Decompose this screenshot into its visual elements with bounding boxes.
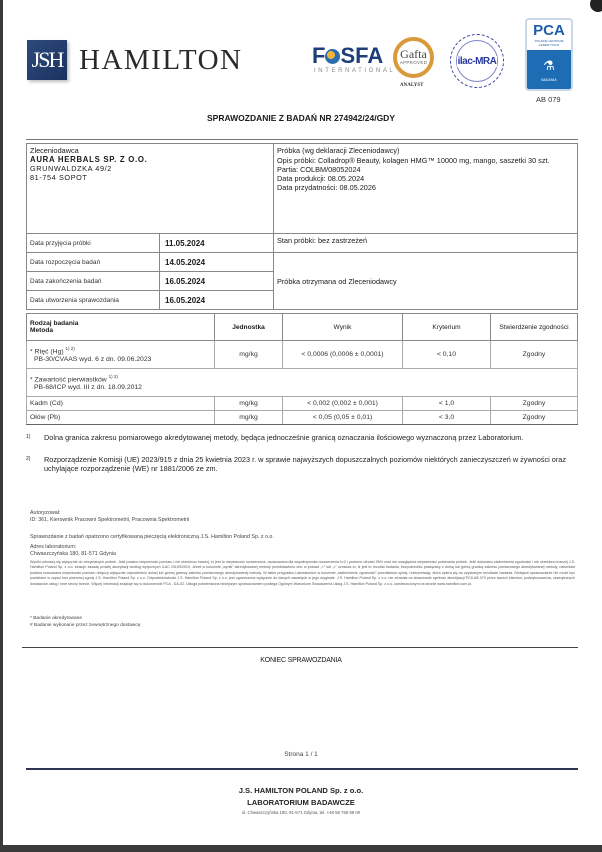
accreditation-code: AB 079 <box>536 95 561 104</box>
footnote <box>26 433 578 442</box>
gafta-subtitle: APPROVED <box>399 60 428 65</box>
table-row <box>27 369 578 397</box>
sample-expiry-date: Data przydatności: 08.05.2026 <box>277 183 376 192</box>
compliance-cell: Zgodny <box>491 411 578 425</box>
footer-lab: LABORATORIUM BADAWCZE <box>247 798 355 807</box>
sample-label: Próbka (wg deklaracji Zleceniodawcy) <box>277 146 400 155</box>
date-value: 16.05.2024 <box>160 291 274 310</box>
footnote-text: Rozporządzenie Komisji (UE) 2023/915 z dnia 25 kwietnia 2023 r. w sprawie najwyższych dopuszczalnych poziomów niektórych zanieczyszczeń w żywności oraz uchylające rozporządzenie (WE) nr 1881/2006 ze zm. <box>44 455 566 473</box>
date-label: Data rozpoczęcia badań <box>27 253 160 272</box>
criterion-cell: < 0,10 <box>403 341 491 369</box>
gafta-title: Gafta <box>400 47 427 61</box>
results-header-row <box>27 314 578 341</box>
legend-accredited: * Badanie akredytowane <box>30 616 83 621</box>
close-badge-icon[interactable] <box>588 0 602 14</box>
gafta-analyst-label: ANALYST <box>400 83 424 88</box>
hamilton-logo-mark <box>27 40 67 80</box>
table-row <box>27 341 578 369</box>
globe-icon <box>325 49 340 64</box>
gafta-logo <box>393 37 434 78</box>
ilac-text: ilac-MRA <box>457 55 497 67</box>
date-label: Data utworzenia sprawozdania <box>27 291 160 310</box>
authorized-by-person: ID: 361, Kierownik Pracowni Spektrometrii, Pracownia Spektrometrii <box>30 517 190 523</box>
unit-cell: mg/kg <box>215 397 283 411</box>
test-method: PB-68/ICP wyd. III z dn. 18.09.2012 <box>34 383 142 391</box>
test-footnote-ref: 1) 2) <box>108 374 118 380</box>
header-divider <box>26 139 578 140</box>
test-name: * Zawartość pierwiastków <box>30 376 107 384</box>
window-edge-left <box>0 0 3 852</box>
footer-divider <box>26 768 578 770</box>
sample-cell <box>274 144 578 234</box>
sample-description: Opis próbki: Colladrop® Beauty, kolagen HMG™ 10000 mg, mango, saszetki 30 szt. <box>277 156 550 165</box>
result-cell: < 0,0006 (0,0006 ± 0,0001) <box>283 341 403 369</box>
fosfa-f: F <box>312 43 326 68</box>
date-value: 14.05.2024 <box>160 253 274 272</box>
pca-badania: BADANIA <box>541 78 557 82</box>
date-label: Data przyjęcia próbki <box>27 234 160 253</box>
disclaimer-text: Wyniki odnoszą się wyłącznie do otrzymanych próbek. Jeśli podano niepewność pomiaru i nie określono inaczej, to jest to niepewność rozszerzona, oszacowana dla współczynnika rozszerzenia k=2 i poziomu ufności 95% oraz nie uwzględnia niepewności pobierania próbek. Jeśli dokonano stwierdzenia zgodności i nie określono inaczej J.S. Hamilton Poland Sp. z o.o. stosuje zasadę prostej akceptacji według wytycznych ILAC G8:09/2019. Jeżeli w kolumnie „wynik” akredytowanej metody przedstawiono tzw. w postaci „<” lub „>” oznacza to, iż jest to rezultat badania, bezpośrednio powiązany z dolną lub górną granicą zakresu pomiarowego akredytowanej metody, natomiast podana szacowana niepewność pomiaru dotyczy wyłącznie odpowiednio dolnej lub górnej granicy zakresu pomiarowego akredytowanej metody. W takim przypadku Laboratorium w kolumnie „stwierdzenie zgodności” przedstawia opinię i interpretację, która opiera się na uzyskanym rezultacie badania. Niniejsze sprawozdanie nie może być powielane w części bez pisemnej zgody J.S. Hamilton Poland Sp. z o.o. Odpowiedzialność J.S. Hamilton Poland Sp. z o.o. jest ograniczona wyłącznie do danych zawartych w jego oryginale. J.S. Hamilton Poland Sp. z o.o. nie zezwala na stosowanie symbolu akredytacji PCA AB 079 przez swoich klientów, podwykonawców, zewnętrznych dostawców usług i inne strony trzecie. Więcej informacji znajduje się w dokumencie PCA - DA-02. Usługa potwierdzona niniejszym sprawozdaniem podlega Ogólnym Warunkom Świadczenia Usług J.S. Hamilton Poland Sp. z o.o. zamieszczonym na stronie www.hamilton.com.pl. <box>30 560 575 586</box>
footnote-mark: 2) <box>26 456 31 462</box>
test-name: Ołów (Pb) <box>27 411 215 425</box>
col-compliance: Stwierdzenie zgodności <box>491 314 578 341</box>
pca-logo <box>525 18 573 91</box>
client-cell <box>27 144 274 234</box>
compliance-cell: Zgodny <box>491 341 578 369</box>
col-result: Wynik <box>283 314 403 341</box>
table-row <box>27 411 578 425</box>
pca-subtitle: POLSKIE CENTRUM AKREDYTACJI <box>534 39 564 47</box>
col-criterion: Kryterium <box>403 314 491 341</box>
footnote-text: Dolna granica zakresu pomiarowego akredytowanej metody, będąca jednocześnie granicą oznaczania ilościowego wyznaczoną przez Laboratorium. <box>44 433 524 442</box>
lab-address: Chwaszczyńska 180, 81-571 Gdynia <box>30 551 116 557</box>
unit-cell: mg/kg <box>215 341 283 369</box>
fosfa-rest: SFA <box>340 43 384 68</box>
seal-note: Sprawozdanie z badań opatrzono certyfikowaną pieczęcią elektroniczną J.S. Hamilton Poland Sp. z o.o. <box>30 534 274 540</box>
col-unit: Jednostka <box>215 314 283 341</box>
test-name: Kadm (Cd) <box>27 397 215 411</box>
client-name: AURA HERBALS SP. Z O.O. <box>30 155 148 164</box>
result-cell: < 0,002 (0,002 ± 0,001) <box>283 397 403 411</box>
hamilton-logo-word: HAMILTON <box>79 44 243 76</box>
sample-batch: Partia: COLBM/08052024 <box>277 165 361 174</box>
sample-production-date: Data produkcji: 08.05.2024 <box>277 174 365 183</box>
test-cell <box>27 341 215 369</box>
report-info-table <box>26 143 578 310</box>
header-test: Rodzaj badania <box>30 320 79 327</box>
col-test-method <box>27 314 215 341</box>
authorized-by-label: Autoryzował: <box>30 510 61 516</box>
page-number: Strona 1 / 1 <box>284 751 318 758</box>
criterion-cell: < 1,0 <box>403 397 491 411</box>
compliance-cell: Zgodny <box>491 397 578 411</box>
footnote-mark: 1) <box>26 434 31 440</box>
criterion-cell: < 3,0 <box>403 411 491 425</box>
report-title: SPRAWOZDANIE Z BADAŃ NR 274942/24/GDY <box>207 113 395 123</box>
result-cell: < 0,05 (0,05 ± 0,01) <box>283 411 403 425</box>
footer-company: J.S. HAMILTON POLAND Sp. z o.o. <box>238 786 364 795</box>
date-value: 16.05.2024 <box>160 272 274 291</box>
header-method: Metoda <box>30 327 54 334</box>
lab-address-label: Adres laboratorium: <box>30 544 77 550</box>
table-row <box>27 397 578 411</box>
test-footnote-ref: 1) 2) <box>65 346 75 352</box>
fosfa-logo <box>312 43 383 69</box>
section-divider <box>22 647 578 648</box>
logo-mark-text: JSH <box>31 47 63 72</box>
date-label: Data zakończenia badań <box>27 272 160 291</box>
ilac-mra-logo <box>450 34 504 88</box>
unit-cell: mg/kg <box>215 411 283 425</box>
fosfa-subtitle: INTERNATIONAL <box>314 68 396 74</box>
test-name: * Rtęć (Hg) <box>30 348 64 356</box>
results-table <box>26 313 578 425</box>
end-of-report: KONIEC SPRAWOZDANIA <box>260 657 342 664</box>
footer-contact: ul. Chwaszczyńska 180, 81-571 Gdynia, tel. +48 58 766 99 00 <box>241 810 361 815</box>
test-method: PB-30/CVAAS wyd. 6 z dn. 09.06.2023 <box>34 355 152 363</box>
sample-source: Próbka otrzymana od Zleceniodawcy <box>274 253 578 310</box>
footnote <box>26 455 578 473</box>
window-edge-bottom <box>0 845 602 852</box>
client-street: GRUNWALDZKA 49/2 <box>30 164 112 173</box>
date-value: 11.05.2024 <box>160 234 274 253</box>
pca-title: PCA <box>533 22 565 39</box>
client-city: 81-754 SOPOT <box>30 173 88 182</box>
sample-condition: Stan próbki: bez zastrzeżeń <box>274 234 578 253</box>
flask-icon: ⚗ <box>543 58 555 73</box>
client-label: Zleceniodawca <box>30 146 79 155</box>
legend-external: # Badanie wykonane przez zewnętrznego dostawcę <box>30 623 141 628</box>
test-group-cell <box>27 369 578 397</box>
